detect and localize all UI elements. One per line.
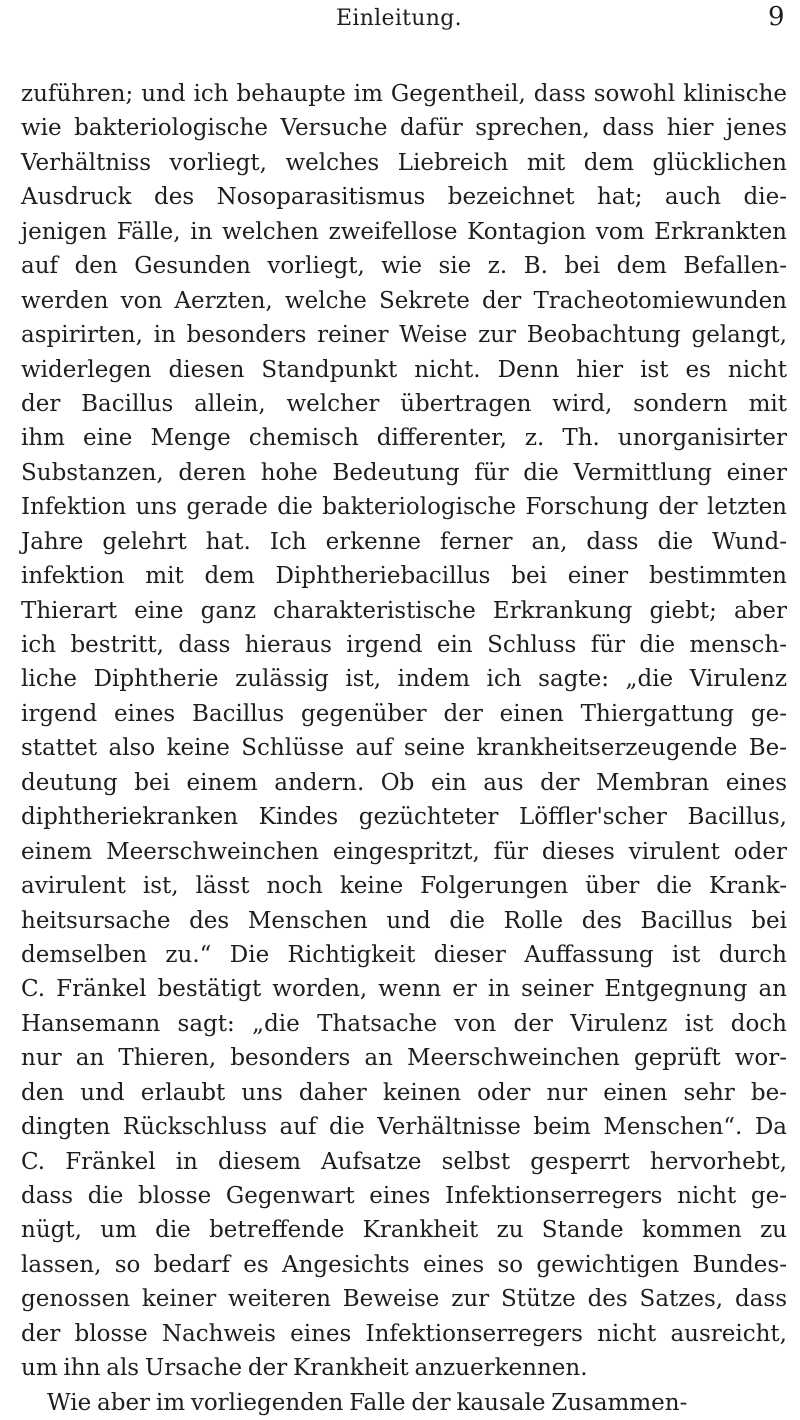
- text-line: Thierart eine ganz charakteristische Erkrankung giebt; aber: [21, 597, 787, 624]
- text-line: stattet also keine Schlüsse auf seine krankheitserzeugende Be-: [21, 735, 787, 762]
- text-line: C. Fränkel bestätigt worden, wenn er in seiner Entgegnung an: [21, 976, 787, 1003]
- text-line: Infektion uns gerade die bakteriologische Forschung der letzten: [21, 494, 787, 521]
- text-line: Substanzen, deren hohe Bedeutung für die Vermittlung einer: [21, 459, 787, 486]
- text-line: Ausdruck des Nosoparasitismus bezeichnet hat; auch die-: [21, 184, 787, 211]
- text-line: dass die blosse Gegenwart eines Infektionserregers nicht ge-: [21, 1183, 787, 1209]
- paragraph-end-line: um ihn als Ursache der Krankheit anzuerkennen.: [21, 1355, 588, 1382]
- text-line: infektion mit dem Diphtheriebacillus bei einer bestimmten: [21, 563, 787, 590]
- text-line: Jahre gelehrt hat. Ich erkenne ferner an, dass die Wund-: [21, 528, 787, 555]
- text-line: den und erlaubt uns daher keinen oder nur einen sehr be-: [21, 1079, 787, 1106]
- text-line: der blosse Nachweis eines Infektionserregers nicht ausreicht,: [21, 1320, 787, 1347]
- text-line: diphtheriekranken Kindes gezüchteter Löffler'scher Bacillus,: [21, 804, 787, 831]
- text-line: auf den Gesunden vorliegt, wie sie z. B. bei dem Befallen-: [21, 253, 787, 280]
- text-line: ich bestritt, dass hieraus irgend ein Schluss für die mensch-: [21, 632, 787, 658]
- paragraph-start-line: Wie aber im vorliegenden Falle der kausale Zusammen-: [47, 1389, 688, 1416]
- text-line: irgend eines Bacillus gegenüber der einen Thiergattung ge-: [21, 700, 787, 727]
- text-line: Verhältniss vorliegt, welches Liebreich mit dem glücklichen: [21, 149, 787, 176]
- page-header: [0, 2, 800, 42]
- text-line: wie bakteriologische Versuche dafür sprechen, dass hier jenes: [21, 115, 787, 142]
- page-number: 9: [768, 2, 785, 32]
- text-line: lassen, so bedarf es Angesichts eines so gewichtigen Bundes-: [21, 1251, 787, 1278]
- text-line: avirulent ist, lässt noch keine Folgerungen über die Krank-: [21, 873, 787, 900]
- text-line: jenigen Fälle, in welchen zweifellose Kontagion vom Erkrankten: [21, 218, 787, 245]
- text-line: ihm eine Menge chemisch differenter, z. Th. unorganisirter: [21, 425, 787, 452]
- body-text: [21, 77, 787, 1420]
- text-line: widerlegen diesen Standpunkt nicht. Denn hier ist es nicht: [21, 356, 787, 383]
- text-line: werden von Aerzten, welche Sekrete der Tracheotomiewunden: [21, 287, 787, 314]
- text-line: einem Meerschweinchen eingespritzt, für dieses virulent oder: [21, 838, 787, 865]
- text-line: aspirirten, in besonders reiner Weise zur Beobachtung gelangt,: [21, 322, 787, 349]
- text-line: dingten Rückschluss auf die Verhältnisse beim Menschen“. Da: [21, 1114, 787, 1141]
- text-line: nügt, um die betreffende Krankheit zu Stande kommen zu: [21, 1217, 787, 1244]
- text-line: zuführen; und ich behaupte im Gegentheil, dass sowohl klinische: [21, 81, 787, 107]
- text-line: der Bacillus allein, welcher übertragen wird, sondern mit: [21, 390, 787, 417]
- text-line: deutung bei einem andern. Ob ein aus der Membran eines: [21, 769, 787, 796]
- text-line: liche Diphtherie zulässig ist, indem ich sagte: „die Virulenz: [21, 666, 787, 693]
- text-line: C. Fränkel in diesem Aufsatze selbst gesperrt hervorhebt,: [21, 1148, 787, 1175]
- text-line: heitsursache des Menschen und die Rolle des Bacillus bei: [21, 907, 787, 934]
- running-head: Einleitung.: [336, 6, 462, 31]
- text-line: demselben zu.“ Die Richtigkeit dieser Auffassung ist durch: [21, 941, 787, 968]
- text-line: genossen keiner weiteren Beweise zur Stütze des Satzes, dass: [21, 1286, 787, 1313]
- text-line: nur an Thieren, besonders an Meerschweinchen geprüft wor-: [21, 1045, 787, 1072]
- text-line: Hansemann sagt: „die Thatsache von der Virulenz ist doch: [21, 1010, 787, 1037]
